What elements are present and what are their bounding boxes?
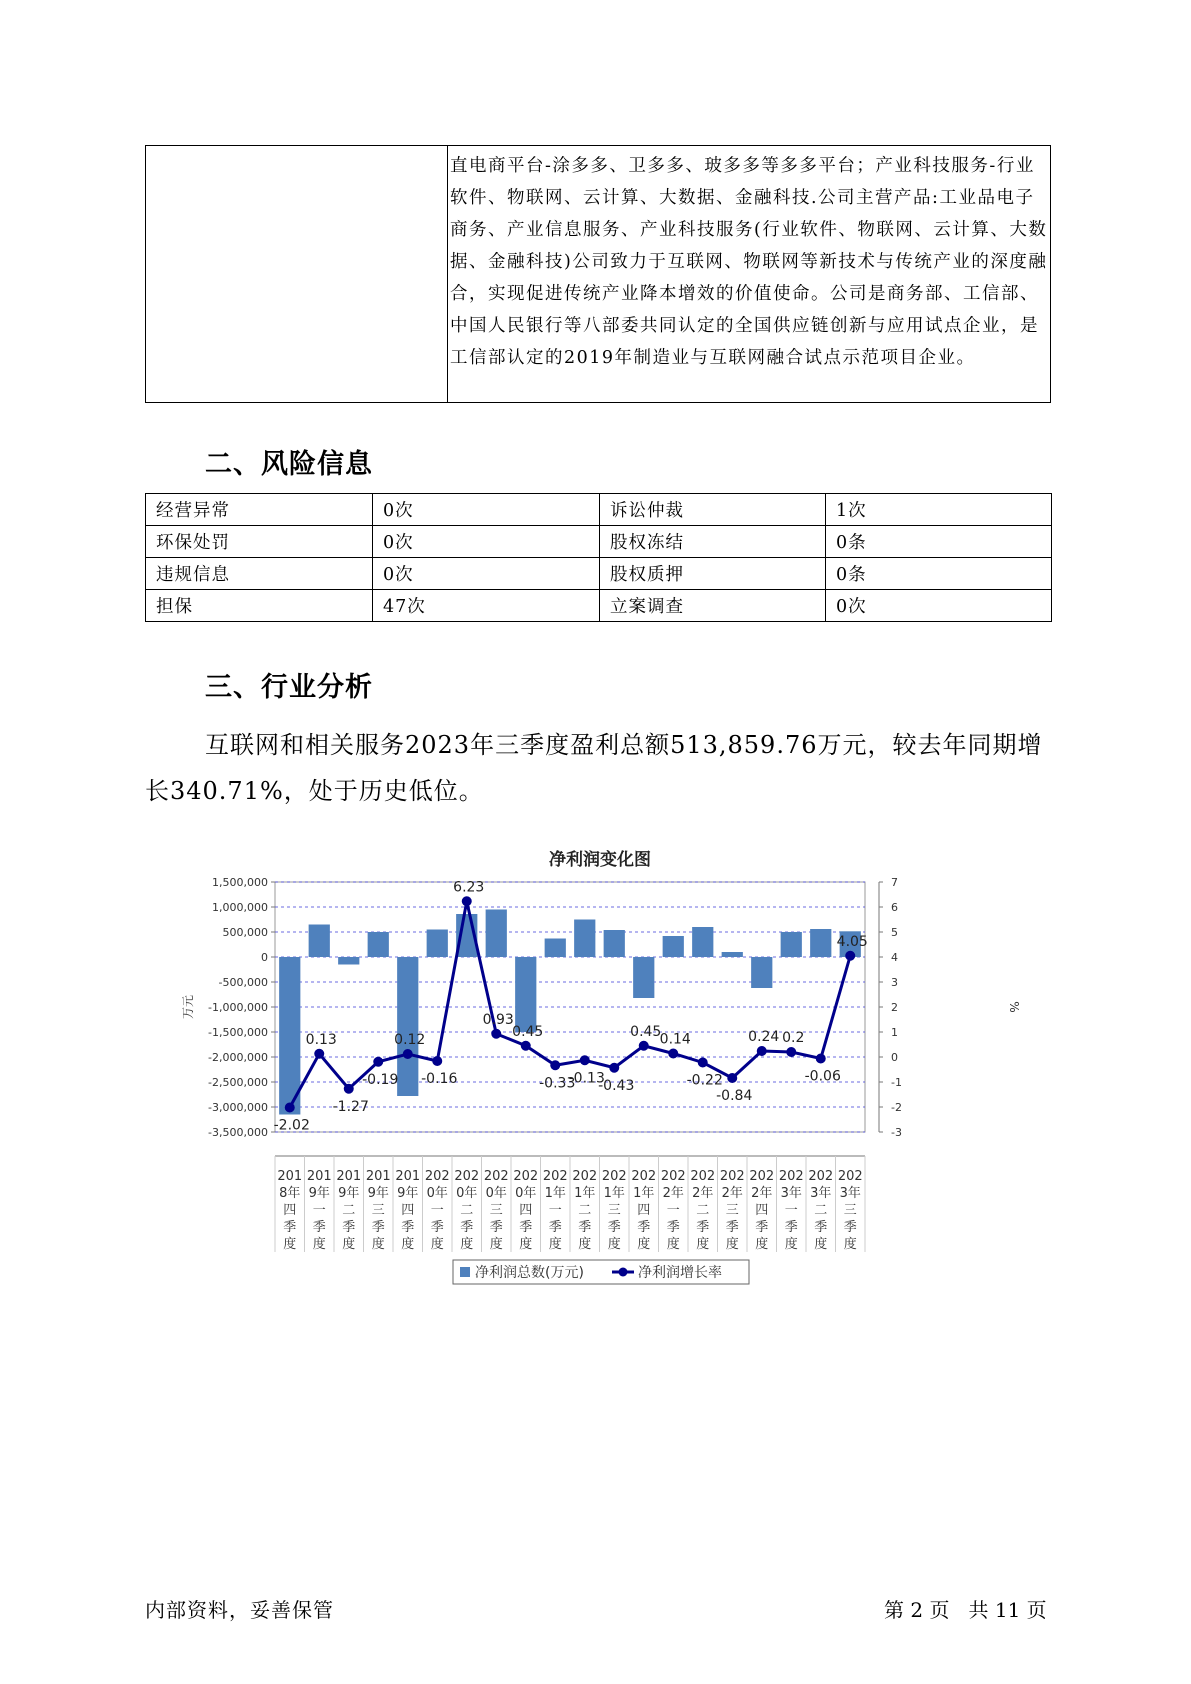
- bar: [368, 932, 389, 957]
- x-tick-label-part: 0年: [456, 1186, 478, 1201]
- risk-value: 0次: [373, 526, 600, 558]
- x-tick-label-part: 季: [430, 1220, 444, 1235]
- y2-tick-label: 4: [891, 951, 898, 964]
- risk-value: 0次: [373, 494, 600, 526]
- growth-data-label: 0.24: [748, 1029, 780, 1045]
- scope-text-cell: 直电商平台-涂多多、卫多多、玻多多等多多平台；产业科技服务-行业软件、物联网、云计算、大数据、金融科技.公司主营产品:工业品电子商务、产业信息服务、产业科技服务(行业软件、物联网、云计算、大数据、金融科技)公司致力于互联网、物联网等新技术与传统产业的深度融合，实现促进传统产业降本增效的价值使命。公司是商务部、工信部、中国人民银行等八部委共同认定的全国供应链创新与应用试点企业，是工信部认定的2019年制造业与互联网融合试点示范项目企业。: [450, 156, 1048, 368]
- x-tick-label-part: 一: [666, 1203, 680, 1218]
- x-tick-label-part: 季: [725, 1220, 739, 1235]
- growth-data-label: -0.19: [362, 1071, 399, 1088]
- risk-table: [145, 493, 1052, 622]
- x-tick-label: [425, 1169, 450, 1252]
- y-tick-label: 0: [261, 951, 268, 964]
- x-tick-label: [720, 1169, 745, 1252]
- x-tick-label-part: 季: [843, 1220, 857, 1235]
- x-tick-label-part: 202: [542, 1169, 568, 1184]
- x-axis: [275, 1156, 865, 1252]
- x-tick-label: [838, 1169, 863, 1252]
- growth-data-label: 6.23: [453, 879, 485, 896]
- table-row: [146, 558, 1052, 590]
- x-tick-label-part: 201: [336, 1169, 362, 1184]
- x-tick-label-part: 二: [814, 1203, 828, 1218]
- bar: [515, 957, 536, 1032]
- bar: [486, 910, 507, 958]
- x-tick-label: [395, 1169, 420, 1252]
- x-tick-label-part: 四: [401, 1203, 415, 1218]
- scope-label-cell: [146, 146, 448, 402]
- x-tick-label-part: 季: [371, 1220, 385, 1235]
- x-tick-label-part: 度: [578, 1237, 592, 1252]
- y2-tick-label: 6: [891, 901, 898, 914]
- x-tick-label-part: 0年: [515, 1186, 537, 1201]
- bar: [810, 929, 831, 957]
- risk-label: 股权质押: [600, 558, 826, 590]
- x-tick-label-part: 9年: [338, 1186, 360, 1201]
- y-tick-label: -2,500,000: [208, 1076, 268, 1089]
- table-row: [146, 526, 1052, 558]
- x-tick-label-part: 1年: [603, 1186, 625, 1201]
- x-tick-label-part: 季: [784, 1220, 798, 1235]
- x-tick-label-part: 季: [548, 1220, 562, 1235]
- x-tick-label-part: 季: [489, 1220, 503, 1235]
- growth-point: [668, 1049, 678, 1059]
- x-tick-label-part: 度: [784, 1237, 798, 1252]
- x-tick-label: [307, 1169, 332, 1252]
- x-tick-label-part: 201: [306, 1169, 332, 1184]
- x-tick-label: [277, 1169, 302, 1252]
- risk-value: 0条: [826, 558, 1052, 590]
- y-tick-label: 1,500,000: [212, 876, 268, 889]
- x-tick-label: [690, 1169, 715, 1252]
- bar: [663, 936, 684, 957]
- x-tick-label-part: 2年: [751, 1186, 773, 1201]
- business-scope-table: [145, 145, 1051, 403]
- industry-paragraph: [145, 722, 1051, 814]
- risk-label: 经营异常: [146, 494, 373, 526]
- x-tick-label-part: 一: [312, 1203, 326, 1218]
- bar: [309, 925, 330, 958]
- x-tick-label-part: 季: [696, 1220, 710, 1235]
- y-axis-right: [879, 876, 902, 1139]
- growth-data-label: -0.84: [716, 1088, 753, 1104]
- y-axis-left: [208, 876, 275, 1139]
- net-profit-chart: [170, 835, 1030, 1295]
- x-tick-label-part: 四: [283, 1203, 297, 1218]
- bar: [574, 920, 595, 958]
- x-tick-label-part: 202: [778, 1169, 804, 1184]
- growth-point: [580, 1055, 590, 1065]
- growth-data-label: -0.43: [598, 1077, 635, 1094]
- y-tick-label: -500,000: [218, 976, 268, 989]
- y2-tick-label: 3: [891, 976, 898, 989]
- x-tick-label-part: 202: [837, 1169, 863, 1184]
- x-tick-label-part: 202: [749, 1169, 775, 1184]
- table-row: [146, 590, 1052, 622]
- y2-tick-label: 0: [891, 1051, 898, 1064]
- x-tick-label-part: 9年: [397, 1186, 419, 1201]
- x-tick-label: [661, 1169, 686, 1252]
- bar: [722, 952, 743, 957]
- x-tick-label-part: 度: [548, 1237, 562, 1252]
- x-tick-label-part: 季: [519, 1220, 533, 1235]
- x-tick-label-part: 度: [637, 1237, 651, 1252]
- risk-value: 0条: [826, 526, 1052, 558]
- x-tick-label-part: 202: [660, 1169, 686, 1184]
- table-row: [146, 494, 1052, 526]
- x-tick-label-part: 三: [371, 1203, 385, 1218]
- x-tick-label: [749, 1169, 774, 1252]
- growth-point: [344, 1084, 354, 1094]
- x-tick-label-part: 201: [277, 1169, 303, 1184]
- risk-label: 环保处罚: [146, 526, 373, 558]
- growth-point: [550, 1060, 560, 1070]
- x-tick-label-part: 季: [755, 1220, 769, 1235]
- bar: [427, 930, 448, 958]
- x-tick-label-part: 8年: [279, 1186, 301, 1201]
- x-tick-label-part: 三: [843, 1203, 857, 1218]
- x-tick-label-part: 3年: [780, 1186, 802, 1201]
- x-tick-label-part: 三: [489, 1203, 503, 1218]
- growth-point: [698, 1058, 708, 1068]
- x-tick-label-part: 季: [342, 1220, 356, 1235]
- y-tick-label: 1,000,000: [212, 901, 268, 914]
- growth-data-label: -0.33: [539, 1075, 576, 1092]
- x-tick-label-part: 0年: [485, 1186, 507, 1201]
- x-tick-label: [543, 1169, 568, 1252]
- x-tick-label-part: 度: [666, 1237, 680, 1252]
- y2-tick-label: -2: [891, 1101, 902, 1114]
- y-axis-label: 万元: [181, 994, 195, 1020]
- risk-label: 担保: [146, 590, 373, 622]
- x-tick-label-part: 度: [489, 1237, 503, 1252]
- growth-point: [432, 1056, 442, 1066]
- footer-confidential: 内部资料，妥善保管: [145, 1598, 334, 1622]
- growth-point: [373, 1057, 383, 1067]
- x-tick-label-part: 202: [719, 1169, 745, 1184]
- growth-point: [491, 1029, 501, 1039]
- y2-axis-label: %: [1007, 1001, 1021, 1013]
- y2-tick-label: 1: [891, 1026, 898, 1039]
- x-tick-label-part: 2年: [662, 1186, 684, 1201]
- x-tick-label-part: 3年: [810, 1186, 832, 1201]
- y2-tick-label: 2: [891, 1001, 898, 1014]
- growth-data-label: -1.27: [332, 1098, 369, 1115]
- x-tick-label-part: 度: [843, 1237, 857, 1252]
- bar: [781, 932, 802, 957]
- risk-value: 47次: [373, 590, 600, 622]
- y-tick-label: -1,500,000: [208, 1026, 268, 1039]
- x-tick-label: [572, 1169, 597, 1252]
- risk-label: 诉讼仲裁: [600, 494, 826, 526]
- x-tick-label-part: 三: [607, 1203, 621, 1218]
- legend-line-label: 净利润增长率: [638, 1265, 722, 1281]
- x-tick-label-part: 度: [814, 1237, 828, 1252]
- x-tick-label-part: 季: [312, 1220, 326, 1235]
- growth-data-label: -0.22: [686, 1072, 723, 1089]
- growth-point: [816, 1054, 826, 1064]
- y2-tick-label: -1: [891, 1076, 902, 1089]
- industry-paragraph-text: 互联网和相关服务2023年三季度盈利总额513,859.76万元，较去年同期增长340.71%，处于历史低位。: [145, 731, 1043, 805]
- x-tick-label-part: 2年: [692, 1186, 714, 1201]
- legend-bar-label: 净利润总数(万元): [475, 1265, 584, 1281]
- x-tick-label-part: 2年: [721, 1186, 743, 1201]
- x-tick-label: [808, 1169, 833, 1252]
- growth-data-label: -2.02: [273, 1117, 310, 1134]
- x-tick-label-part: 度: [696, 1237, 710, 1252]
- growth-point: [639, 1041, 649, 1051]
- bar: [397, 957, 418, 1096]
- growth-data-label: -0.06: [804, 1068, 841, 1085]
- x-tick-label-part: 1年: [574, 1186, 596, 1201]
- risk-value: 1次: [826, 494, 1052, 526]
- risk-value: 0次: [373, 558, 600, 590]
- x-tick-label-part: 1年: [544, 1186, 566, 1201]
- x-tick-label-part: 三: [725, 1203, 739, 1218]
- growth-data-label: -0.13: [568, 1070, 605, 1087]
- chart-title: 净利润变化图: [549, 850, 651, 870]
- y2-tick-label: 7: [891, 876, 898, 889]
- x-tick-label-part: 二: [460, 1203, 474, 1218]
- x-tick-label: [366, 1169, 391, 1252]
- risk-label: 股权冻结: [600, 526, 826, 558]
- x-tick-label-part: 二: [578, 1203, 592, 1218]
- x-tick-label-part: 度: [342, 1237, 356, 1252]
- x-tick-label: [484, 1169, 509, 1252]
- x-tick-label-part: 度: [312, 1237, 326, 1252]
- x-tick-label-part: 1年: [633, 1186, 655, 1201]
- growth-point: [285, 1103, 295, 1113]
- x-tick-label: [779, 1169, 804, 1252]
- bar: [338, 957, 359, 965]
- x-tick-label-part: 季: [814, 1220, 828, 1235]
- x-tick-label-part: 度: [283, 1237, 297, 1252]
- x-tick-label-part: 季: [637, 1220, 651, 1235]
- growth-data-label: 0.2: [782, 1030, 805, 1046]
- y-tick-label: -2,000,000: [208, 1051, 268, 1064]
- x-tick-label-part: 季: [460, 1220, 474, 1235]
- x-tick-label-part: 度: [460, 1237, 474, 1252]
- x-tick-label-part: 9年: [367, 1186, 389, 1201]
- risk-value: 0次: [826, 590, 1052, 622]
- growth-point: [403, 1049, 413, 1059]
- bar: [633, 957, 654, 998]
- x-tick-label-part: 201: [395, 1169, 421, 1184]
- x-tick-label-part: 201: [365, 1169, 391, 1184]
- growth-point: [727, 1073, 737, 1083]
- x-tick-label: [336, 1169, 361, 1252]
- x-tick-label-part: 季: [578, 1220, 592, 1235]
- x-tick-label-part: 度: [430, 1237, 444, 1252]
- growth-data-label: 0.45: [630, 1023, 662, 1040]
- risk-label: 违规信息: [146, 558, 373, 590]
- bar: [604, 930, 625, 957]
- growth-point: [845, 951, 855, 961]
- y-tick-label: -3,500,000: [208, 1126, 268, 1139]
- y2-tick-label: -3: [891, 1126, 902, 1139]
- bar: [751, 957, 772, 988]
- x-tick-label-part: 二: [342, 1203, 356, 1218]
- growth-data-label: -0.16: [421, 1071, 458, 1087]
- growth-point: [521, 1041, 531, 1051]
- footer-page-number: 第 2 页 共 11 页: [884, 1598, 1047, 1622]
- x-tick-label: [631, 1169, 656, 1252]
- legend-line-marker: [619, 1268, 628, 1277]
- x-tick-label: [454, 1169, 479, 1252]
- x-tick-label-part: 202: [454, 1169, 480, 1184]
- x-tick-label-part: 0年: [426, 1186, 448, 1201]
- x-tick-label-part: 度: [755, 1237, 769, 1252]
- growth-data-label: 0.45: [512, 1023, 544, 1040]
- chart-legend: [453, 1260, 749, 1284]
- x-tick-label-part: 四: [519, 1203, 533, 1218]
- x-tick-label-part: 季: [607, 1220, 621, 1235]
- industry-section-title: 三、行业分析: [205, 672, 373, 703]
- x-tick-label: [513, 1169, 538, 1252]
- legend-bar-swatch: [460, 1267, 470, 1277]
- x-tick-label-part: 一: [430, 1203, 444, 1218]
- x-tick-label-part: 202: [631, 1169, 657, 1184]
- growth-point: [609, 1063, 619, 1073]
- growth-data-label: 0.12: [394, 1032, 426, 1048]
- bar: [692, 927, 713, 957]
- y-tick-label: -3,000,000: [208, 1101, 268, 1114]
- x-tick-label-part: 度: [401, 1237, 415, 1252]
- x-tick-label-part: 度: [607, 1237, 621, 1252]
- y-tick-label: -1,000,000: [208, 1001, 268, 1014]
- x-tick-label-part: 二: [696, 1203, 710, 1218]
- growth-point: [757, 1046, 767, 1056]
- x-tick-label-part: 202: [424, 1169, 450, 1184]
- x-tick-label-part: 四: [755, 1203, 769, 1218]
- growth-point: [314, 1049, 324, 1059]
- x-tick-label-part: 四: [637, 1203, 651, 1218]
- x-tick-label-part: 202: [690, 1169, 716, 1184]
- x-tick-label-part: 202: [572, 1169, 598, 1184]
- growth-data-label: 0.14: [659, 1031, 691, 1048]
- x-tick-label-part: 季: [666, 1220, 680, 1235]
- growth-data-label: 0.93: [482, 1011, 514, 1028]
- x-tick-label-part: 9年: [308, 1186, 330, 1201]
- x-tick-label-part: 度: [725, 1237, 739, 1252]
- growth-point: [786, 1047, 796, 1057]
- growth-point: [462, 896, 472, 906]
- x-tick-label-part: 202: [601, 1169, 627, 1184]
- x-tick-label-part: 季: [283, 1220, 297, 1235]
- x-tick-label-part: 3年: [839, 1186, 861, 1201]
- x-tick-label-part: 202: [513, 1169, 539, 1184]
- y2-tick-label: 5: [891, 926, 898, 939]
- x-tick-label-part: 季: [401, 1220, 415, 1235]
- x-tick-label-part: 一: [548, 1203, 562, 1218]
- y-tick-label: 500,000: [222, 926, 268, 939]
- x-tick-label-part: 202: [808, 1169, 834, 1184]
- risk-section-title: 二、风险信息: [205, 449, 373, 480]
- growth-data-label: 4.05: [836, 933, 868, 950]
- x-tick-label-part: 202: [483, 1169, 509, 1184]
- x-tick-label-part: 一: [784, 1203, 798, 1218]
- growth-data-label: 0.13: [305, 1031, 337, 1048]
- x-tick-label: [602, 1169, 627, 1252]
- x-tick-label-part: 度: [371, 1237, 385, 1252]
- x-tick-label-part: 度: [519, 1237, 533, 1252]
- risk-label: 立案调查: [600, 590, 826, 622]
- bar: [545, 939, 566, 958]
